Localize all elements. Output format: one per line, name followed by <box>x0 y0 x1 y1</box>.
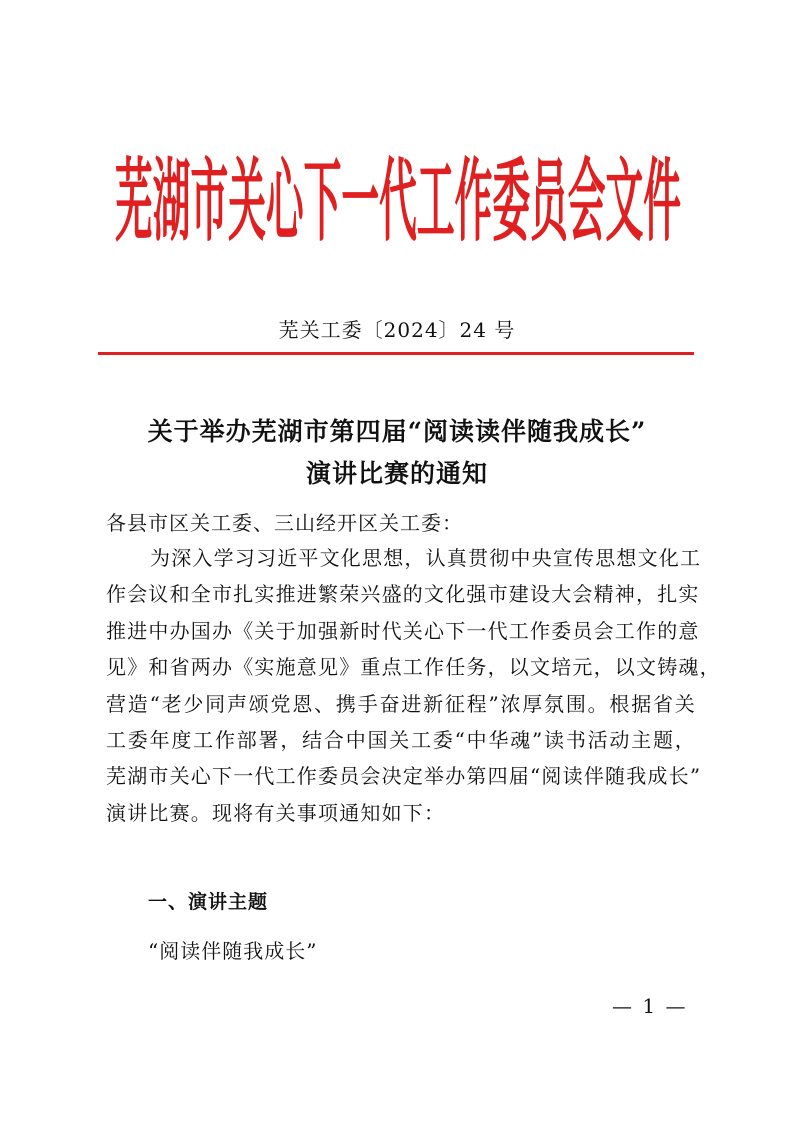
masthead-title: 芜湖市关心下一代工作委员会文件 <box>114 148 681 250</box>
body-line: 营造“老少同声颂党恩、携手奋进新征程”浓厚氛围。根据省关 <box>106 691 696 716</box>
masthead-svg <box>108 140 688 250</box>
notice-title-line-1: 关于举办芜湖市第四届“阅读读伴随我成长” <box>147 417 647 446</box>
section-heading-theme: 一、演讲主题 <box>148 891 269 913</box>
body-line: 见》和省两办《实施意见》重点工作任务，以文培元，以文铸魂， <box>106 655 721 680</box>
body-line: 推进中办国办《关于加强新时代关心下一代工作委员会工作的意 <box>106 618 700 643</box>
notice-title-line-2: 演讲比赛的通知 <box>305 459 488 488</box>
salutation: 各县市区关工委、三山经开区关工委： <box>106 511 463 535</box>
body-line: 工委年度工作部署，结合中国关工委“中华魂”读书活动主题， <box>106 728 696 753</box>
document-number: 芜关工委〔2024〕24 号 <box>278 318 516 342</box>
page-number: — 1 — <box>612 994 688 1018</box>
body-line: 演讲比赛。现将有关事项通知如下： <box>106 800 446 825</box>
theme-text: “阅读伴随我成长” <box>148 939 318 963</box>
body-line: 芜湖市关心下一代工作委员会决定举办第四届“阅读伴随我成长” <box>106 764 702 789</box>
red-divider-rule <box>98 352 694 355</box>
red-masthead <box>108 140 688 250</box>
body-paragraph <box>106 540 721 831</box>
body-line: 为深入学习习近平文化思想，认真贯彻中央宣传思想文化工 <box>150 546 702 570</box>
body-line: 作会议和全市扎实推进繁荣兴盛的文化强市建设大会精神，扎实 <box>106 582 700 607</box>
